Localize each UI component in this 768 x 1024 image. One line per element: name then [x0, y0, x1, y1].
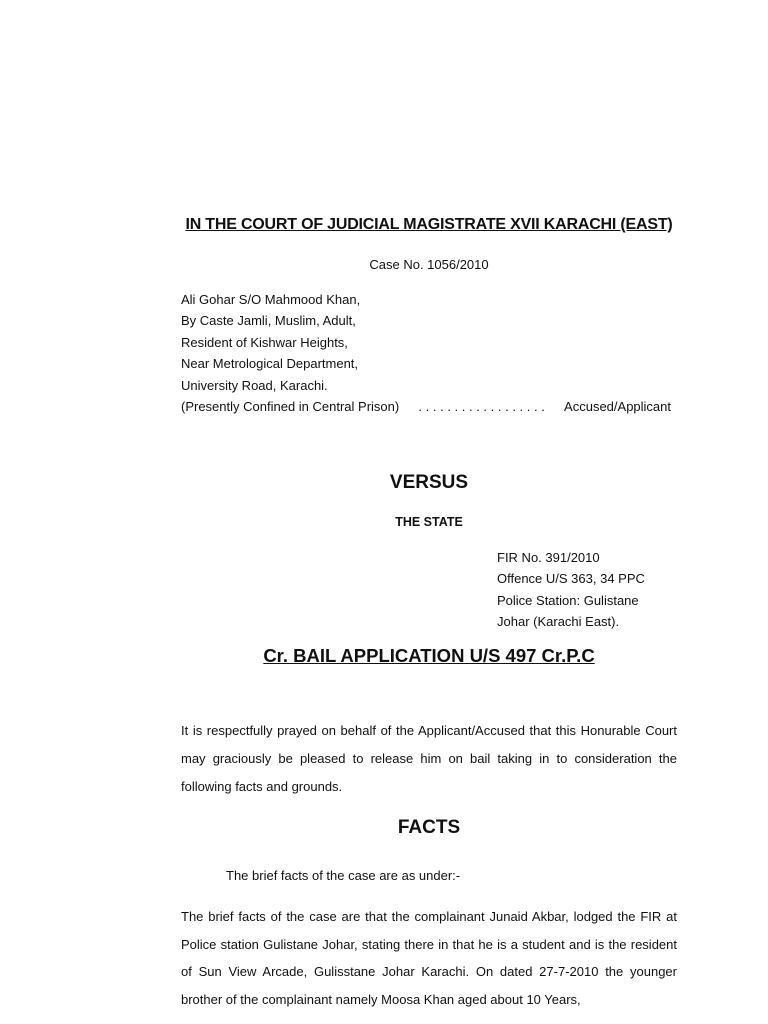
- facts-heading: FACTS: [397, 817, 461, 838]
- applicant-line: Ali Gohar S/O Mahmood Khan,: [181, 292, 361, 307]
- prayer-paragraph: It is respectfully prayed on behalf of the Applicant/Accused that this Honurable Court may graciously be pleased to release him on bail taking in to consideration the following facts and grounds.: [181, 723, 677, 794]
- fir-line: FIR No. 391/2010: [497, 550, 600, 565]
- facts-intro: The brief facts of the case are as under:-: [226, 868, 461, 883]
- fir-line: Offence U/S 363, 34 PPC: [497, 571, 645, 587]
- facts-paragraph: The brief facts of the case are that the complainant Junaid Akbar, lodged the FIR at Police station Gulistane Johar, stating there in that he is a student and is the resident of Sun View Arcade, Gulisstane Johar Karachi. On dated 27-7-2010 the younger brother of the complainant namely Moosa Khan aged about 10 Years,: [181, 909, 677, 1007]
- applicant-line: University Road, Karachi.: [181, 377, 328, 393]
- dot-leader: . . . . . . . . . . . . . . . . . .: [418, 399, 545, 415]
- applicant-custody-line: [181, 396, 671, 417]
- fir-line: Johar (Karachi East).: [497, 614, 620, 630]
- respondent: THE STATE: [395, 515, 463, 529]
- versus-heading: VERSUS: [389, 472, 469, 493]
- fir-details: [497, 547, 697, 633]
- applicant-line: By Caste Jamli, Muslim, Adult,: [181, 313, 356, 329]
- case-number: Case No. 1056/2010: [369, 257, 489, 272]
- applicant-block: [181, 289, 681, 417]
- applicant-line: Resident of Kishwar Heights,: [181, 334, 348, 350]
- fir-line: Police Station: Gulistane: [497, 592, 639, 608]
- custody-note: (Presently Confined in Central Prison): [181, 399, 400, 415]
- bail-application-title: Cr. BAIL APPLICATION U/S 497 Cr.P.C: [263, 645, 595, 666]
- applicant-role: Accused/Applicant: [564, 399, 671, 415]
- court-title: IN THE COURT OF JUDICIAL MAGISTRATE XVII KARACHI (EAST): [185, 216, 673, 233]
- applicant-line: Near Metrological Department,: [181, 356, 359, 372]
